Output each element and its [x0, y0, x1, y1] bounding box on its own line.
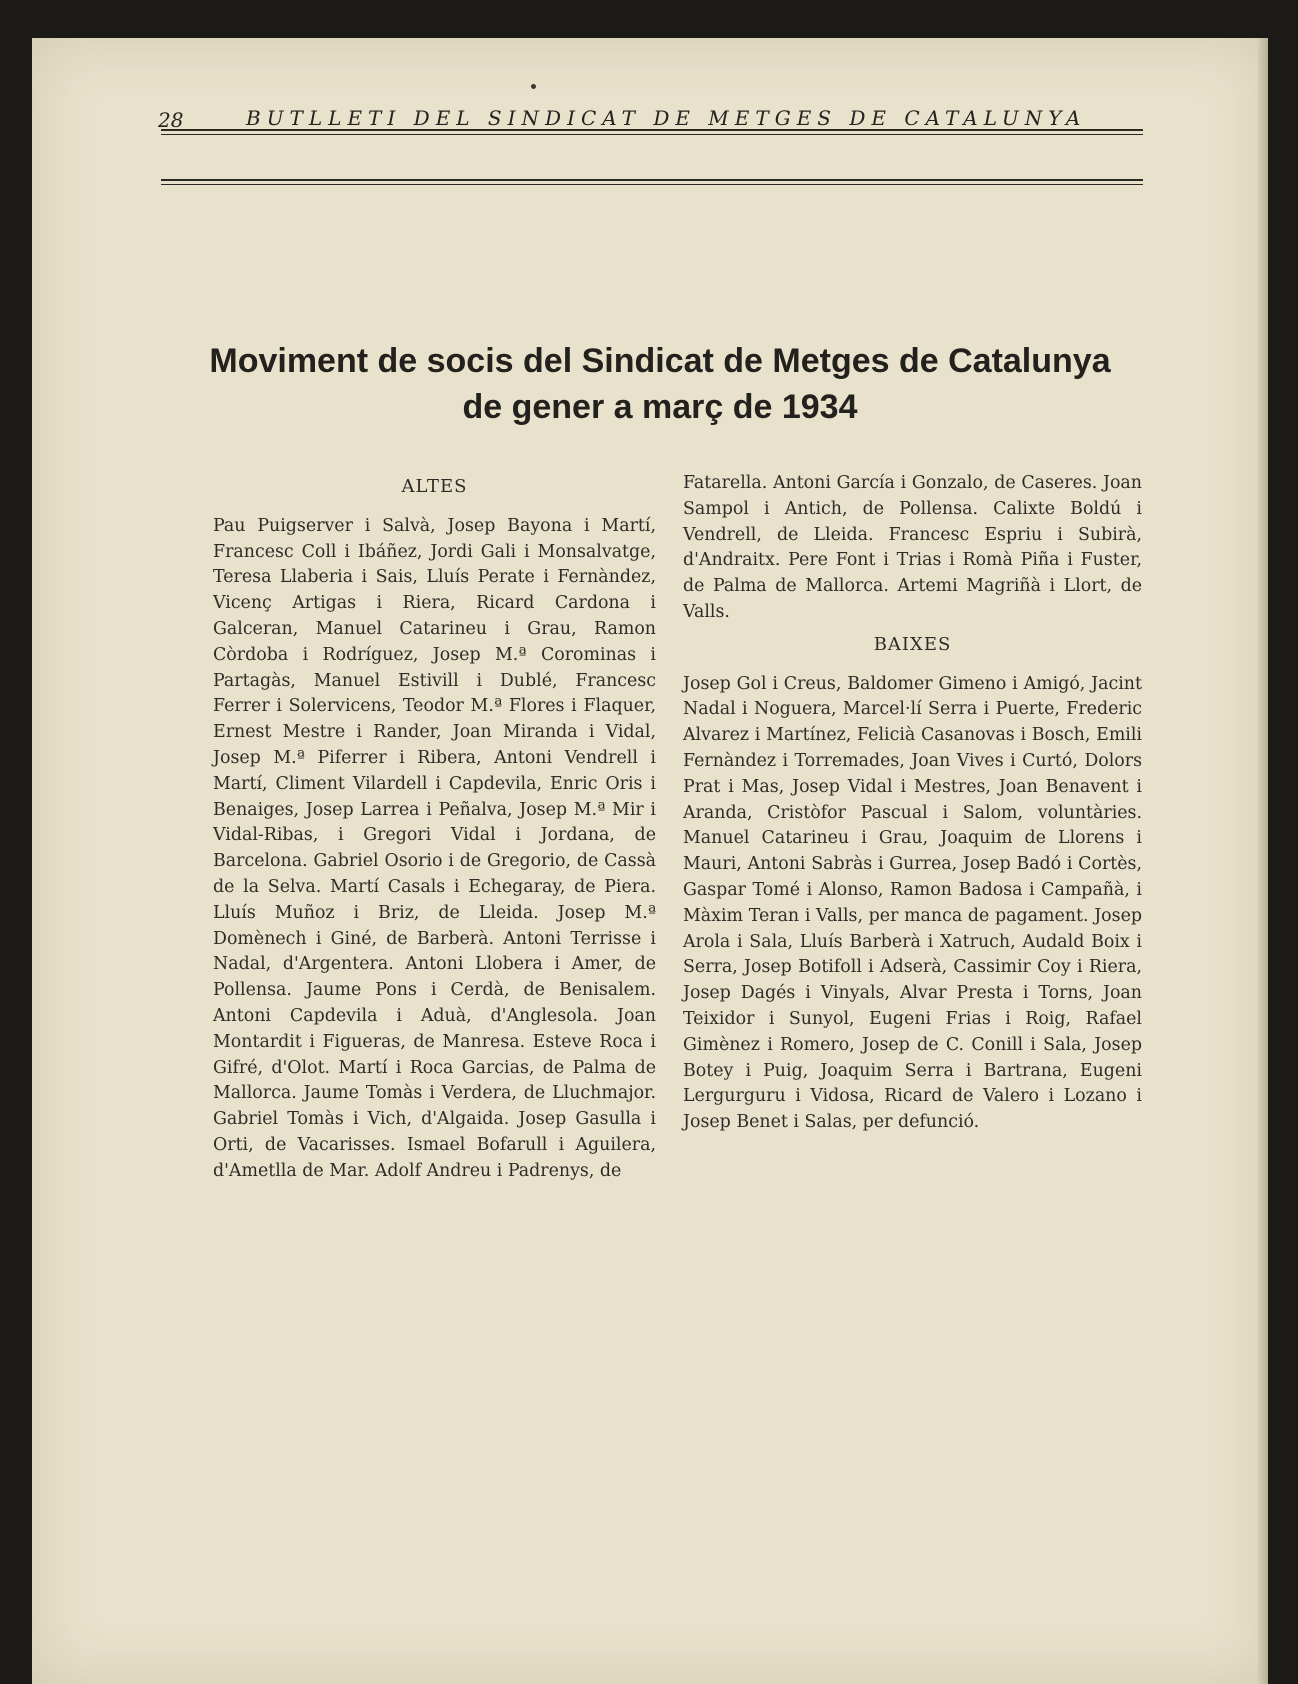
header-rule-bottom-thin: [161, 184, 1143, 185]
altes-paragraph: Pau Puigserver i Salvà, Josep Bayona i Martí, Francesc Coll i Ibáñez, Jordi Gali i Monsalvatge, Teresa Llaberia i Sais, Lluís Perate i Fernàndez, Vicenç Artigas i Riera, Ricard Cardona i Galceran, Manuel Catarineu i Grau, Ramon Còrdoba i Rodríguez, Josep M.ª Corominas i Partagàs, Manuel Estivill i Dublé, Francesc Ferrer i Solervicens, Teodor M.ª Flores i Flaquer, Ernest Mestre i Rander, Joan Miranda i Vidal, Josep M.ª Piferrer i Ribera, Antoni Vendrell i Martí, Climent Vilardell i Capdevila, Enric Oris i Benaiges, Josep Larrea i Peñalva, Josep M.ª Mir i Vidal-Ribas, i Gregori Vidal i Jordana, de Barcelona. Gabriel Osorio i de Gregorio, de Cassà de la Selva. Martí Casals i Echegaray, de Piera. Lluís Muñoz i Briz, de Lleida. Josep M.ª Domènech i Giné, de Barberà. Antoni Terrisse i Nadal, d'Argentera. Antoni Llobera i Amer, de Pollensa. Jaume Pons i Cerdà, de Benisalem. Antoni Capdevila i Aduà, d'Anglesola. Joan Montardit i Figueras, de Manresa. Esteve Roca i Gifré, d'Olot. Martí i Roca Garcias, de Palma de Mallorca. Jaume Tomàs i Verdera, de Lluchmajor. Gabriel Tomàs i Vich, d'Algaida. Josep Gasulla i Orti, de Vacarisses. Ismael Bofarull i Aguilera, d'Ametlla de Mar. Adolf Andreu i Padrenys, de: [213, 515, 656, 1181]
article-title-line-2: de gener a març de 1934: [462, 388, 858, 426]
altes-paragraph-continued: Fatarella. Antoni García i Gonzalo, de Caseres. Joan Sampol i Antich, de Pollensa. Calixte Boldú i Vendrell, de Lleida. Francesc Espriu i Subirà, d'Andraitx. Pere Font i Trias i Romà Piña i Fuster, de Palma de Mallorca. Artemi Magriñà i Llort, de Valls.: [683, 473, 1142, 622]
left-column: [213, 474, 656, 1185]
header-rule-bottom: [161, 179, 1143, 181]
baixes-heading: BAIXES: [873, 633, 952, 655]
ink-dot: [531, 84, 536, 89]
altes-heading: ALTES: [401, 476, 468, 497]
right-column: [683, 471, 1142, 1136]
page-number: 28: [158, 108, 184, 132]
baixes-paragraph: Josep Gol i Creus, Baldomer Gimeno i Amigó, Jacint Nadal i Noguera, Marcel·lí Serra i Puerte, Frederic Alvarez i Martínez, Felicià Casanovas i Bosch, Emili Fernàndez i Torremades, Joan Vives i Curtó, Dolors Prat i Mas, Josep Vidal i Mestres, Joan Benavent i Aranda, Cristòfor Pascual i Salom, voluntàries. Manuel Catarineu i Grau, Joaquim de Llorens i Mauri, Antoni Sabràs i Gurrea, Josep Badó i Cortès, Gaspar Tomé i Alonso, Ramon Badosa i Campañà, i Màxim Teran i Valls, per manca de pagament. Josep Arola i Sala, Lluís Barberà i Xatruch, Audald Boix i Serra, Josep Botifoll i Adserà, Cassimir Coy i Riera, Josep Dagés i Vinyals, Alvar Presta i Torns, Joan Teixidor i Sunyol, Eugeni Frias i Roig, Rafael Gimènez i Romero, Josep de C. Conill i Sala, Josep Botey i Puig, Joaquim Serra i Bartrana, Eugeni Lergurguru i Vidosa, Ricard de Valero i Lozano i Josep Benet i Salas, per defunció.: [683, 673, 1142, 1133]
page-edge: [1258, 38, 1268, 1684]
article-title-line-1: Moviment de socis del Sindicat de Metges de Catalunya: [209, 342, 1111, 380]
article-title: [180, 338, 1140, 430]
journal-title: BUTLLETI DEL SINDICAT DE METGES DE CATALUNYA: [246, 106, 1087, 130]
header-rule-top-thin: [161, 134, 1143, 135]
running-header: [158, 104, 1148, 134]
